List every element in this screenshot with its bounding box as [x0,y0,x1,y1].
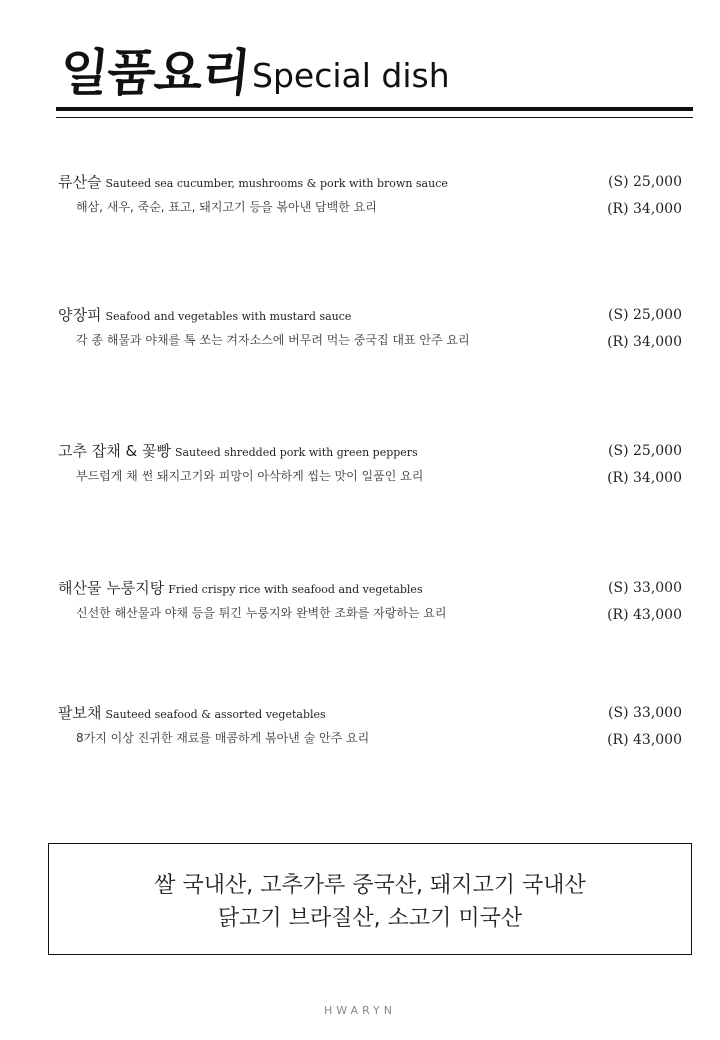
price-small: (S) 33,000 [608,705,682,721]
price-small: (S) 25,000 [608,174,682,190]
price-regular: (R) 34,000 [607,201,682,217]
footer-brand: HWARYN [324,1004,396,1017]
item-description: 신선한 해산물과 야채 등을 튀긴 누룽지와 완벽한 조화를 자랑하는 요리 [76,606,447,620]
price-small: (S) 25,000 [608,307,682,323]
price-regular: (R) 34,000 [607,470,682,486]
item-name: 양장피 [58,306,102,324]
item-name: 류산슬 [58,173,102,191]
menu-item-yangjangpi [58,303,684,359]
header-rule-thick [56,107,693,111]
item-name: 해산물 누룽지탕 [58,579,165,597]
item-name: 팔보채 [58,704,102,722]
origin-notice-box [48,843,692,955]
title-english: Special dish [252,56,450,95]
price-regular: (R) 43,000 [607,732,682,748]
title-korean: 일품요리 [56,44,253,102]
price-small: (S) 33,000 [608,580,682,596]
price-regular: (R) 43,000 [607,607,682,623]
header-rule-thin [56,117,693,118]
origin-notice-line-2: 닭고기 브라질산, 소고기 미국산 [217,906,523,931]
item-english-name: Sauteed seafood & assorted vegetables [105,708,326,721]
price-regular: (R) 34,000 [607,334,682,350]
menu-item-gochu-japchae [58,439,684,495]
page-header [56,38,696,108]
origin-notice-line-1: 쌀 국내산, 고추가루 중국산, 돼지고기 국내산 [154,873,586,898]
item-description: 각 종 해물과 야채를 톡 쏘는 겨자소스에 버무려 먹는 중국집 대표 안주 요리 [76,333,470,347]
item-english-name: Sauteed shredded pork with green peppers [174,446,418,459]
item-description: 부드럽게 채 썬 돼지고기와 피망이 아삭하게 씹는 맛이 일품인 요리 [76,469,424,483]
menu-item-yusanseul [58,170,684,226]
item-english-name: Fried crispy rice with seafood and vegetables [168,583,423,596]
price-small: (S) 25,000 [608,443,682,459]
item-description: 8가지 이상 진귀한 재료를 매콤하게 볶아낸 술 안주 요리 [76,731,370,745]
menu-item-nurungji-tang [58,576,684,632]
menu-item-palbochae [58,701,684,757]
item-name: 고추 잡채 & 꽃빵 [58,442,171,460]
item-english-name: Sauteed sea cucumber, mushrooms & pork with brown sauce [105,177,448,190]
item-description: 해삼, 새우, 죽순, 표고, 돼지고기 등을 볶아낸 담백한 요리 [76,200,377,214]
item-english-name: Seafood and vegetables with mustard sauce [105,310,352,323]
